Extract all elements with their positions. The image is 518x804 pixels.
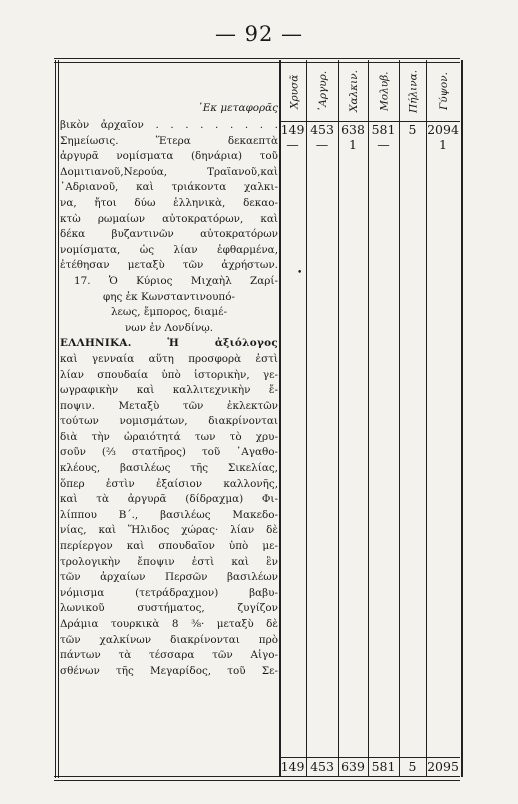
text-line: καὶ τὰ ἀργυρᾶ (δίδραχμα) Φι- [60,493,278,506]
entry-cell: — [377,137,390,152]
table-column [279,60,308,777]
total-cell: 2095 [427,759,459,774]
table-column [306,60,339,777]
column-header: Χρυσᾶ [288,74,301,109]
entry-cell: 1 [439,137,447,152]
text-line: τρολογικὴν ἔποψιν ἐστὶ καὶ ἓν [60,555,278,568]
text-line: λεως, ἔμπορος, διαμέ- [110,306,228,319]
text-line: Δομιτιανοῦ,Νερούα, Τραϊανοῦ,καὶ [60,165,278,178]
text-line: σοῦν (⅔ στατῆρος) τοῦ ᾿Αγαθο- [60,446,278,459]
carried-cell: 453 [310,122,334,137]
column-header: Γύψον. [438,72,450,111]
text-column [60,102,278,679]
table-column [426,60,463,777]
column-header: Μολυβ. [378,71,391,112]
dot-mark: • [297,268,303,278]
text-line: φης ἐκ Κωνσταντινουπό- [102,290,236,303]
carried-cell: 5 [408,122,417,137]
entry-cell: 1 [349,137,357,152]
text-line: διὰ τὴν ὡραιότητά των τὸ χρυ- [60,430,278,443]
text-line: Σημείωσις. Ἕτερα δεκαεπτὰ [60,134,278,147]
text-line: περίεργον καὶ σπουδαῖον ὑπὸ με- [60,540,278,553]
totals-rule [279,757,460,758]
text-line: 17. Ὁ Κύριος Μιχαὴλ Ζαρί- [74,274,278,287]
total-cell: 453 [310,759,334,774]
text-line: λίππου Β΄., βασιλέως Μακεδο- [60,508,278,521]
carried-forward-label: ᾿Εκ μεταφορᾶς [197,102,278,114]
carried-cell: 581 [371,122,396,137]
total-cell: 149 [280,759,305,774]
total-cell: 5 [408,759,417,774]
text-line: τῶν ἀρχαίων Περσῶν βασιλέων [60,571,278,584]
text-line: λίαν σπουδαία ὑπὸ ἱστορικὴν, γε- [60,368,278,381]
page-number: — 92 — [214,22,304,46]
entry-cell: — [286,137,299,152]
text-line: ωγραφικὴν καὶ καλλιτεχνικὴν ἔ- [60,384,278,397]
column-header: Χαλκιν. [348,70,360,113]
text-line: νίας, καὶ Ἥλιδος χώρας· λίαν δὲ [60,524,278,537]
total-cell: 581 [371,759,396,774]
text-line: τούτων νομισμάτων, διακρίνονται [60,415,278,428]
text-line: νόμισμα (τετράδραχμον) βαβυ- [60,586,278,599]
text-line: βικὸν ἀρχαῖον . . . . . . . . . [60,119,278,131]
text-line: τῶν χαλκίνων διακρίνονται πρὸ [60,633,278,646]
text-line: να, ἤτοι δύω ἑλληνικὰ, δεκαο- [60,196,278,209]
text-line: λωνικοῦ συστήματος, ζυγίζον [60,602,278,615]
text-line: Δράμια τουρκικὰ 8 ⅜· μεταξὺ δὲ [60,618,278,630]
column-header: Πήλινα. [407,69,420,114]
text-line: δέκα βυζαντινῶν αὐτοκρατόρων [60,228,278,241]
table-column [338,60,369,777]
text-line: κτὼ ρωμαίων αὐτοκρατόρων, καὶ [60,212,278,225]
text-line: καὶ γενναία αὕτη προσφορὰ ἐστὶ [60,352,278,365]
table-column [368,60,400,777]
text-line: νομίσματα, ὡς λίαν ἐφθαρμένα, [60,243,278,256]
text-line: πάντων τὰ τέσσαρα τῶν Αἰγο- [60,649,278,662]
text-line: ἐτέθησαν μεταξὺ τῶν ἀχρήστων. [60,259,278,272]
collection-table [279,60,460,777]
text-line: ποψιν. Μεταξὺ τῶν ἐκλεκτῶν [60,399,278,412]
text-line: σθένων τῆς Μεγαρίδος, τοῦ Σε- [60,664,278,677]
table-column [399,60,427,777]
entry-cell: — [315,137,329,152]
carried-cell: 638 [341,122,365,137]
column-header: ᾿Αργυρ. [317,70,329,113]
text-line: ΕΛΛΗΝΙΚΑ. Ἡ ἀξιόλογος [60,337,278,350]
carried-cell: 149 [280,122,305,137]
carried-cell: 2094 [427,122,459,137]
text-line: κλέους, βασιλέως τῆς Σικελίας, [60,462,278,475]
total-cell: 639 [341,759,365,774]
text-line: ᾿Αδριανοῦ, καὶ τριάκοντα χαλκι- [60,181,278,194]
frame-left-rule [55,60,59,778]
text-line: ἀργυρᾶ νομίσματα (δηνάρια) τοῦ [60,150,278,163]
text-line: νων ἐν Λονδίνῳ. [124,321,214,334]
text-line: ὅπερ ἐστὶν ἐξαίσιον καλλονῆς, [60,477,278,490]
